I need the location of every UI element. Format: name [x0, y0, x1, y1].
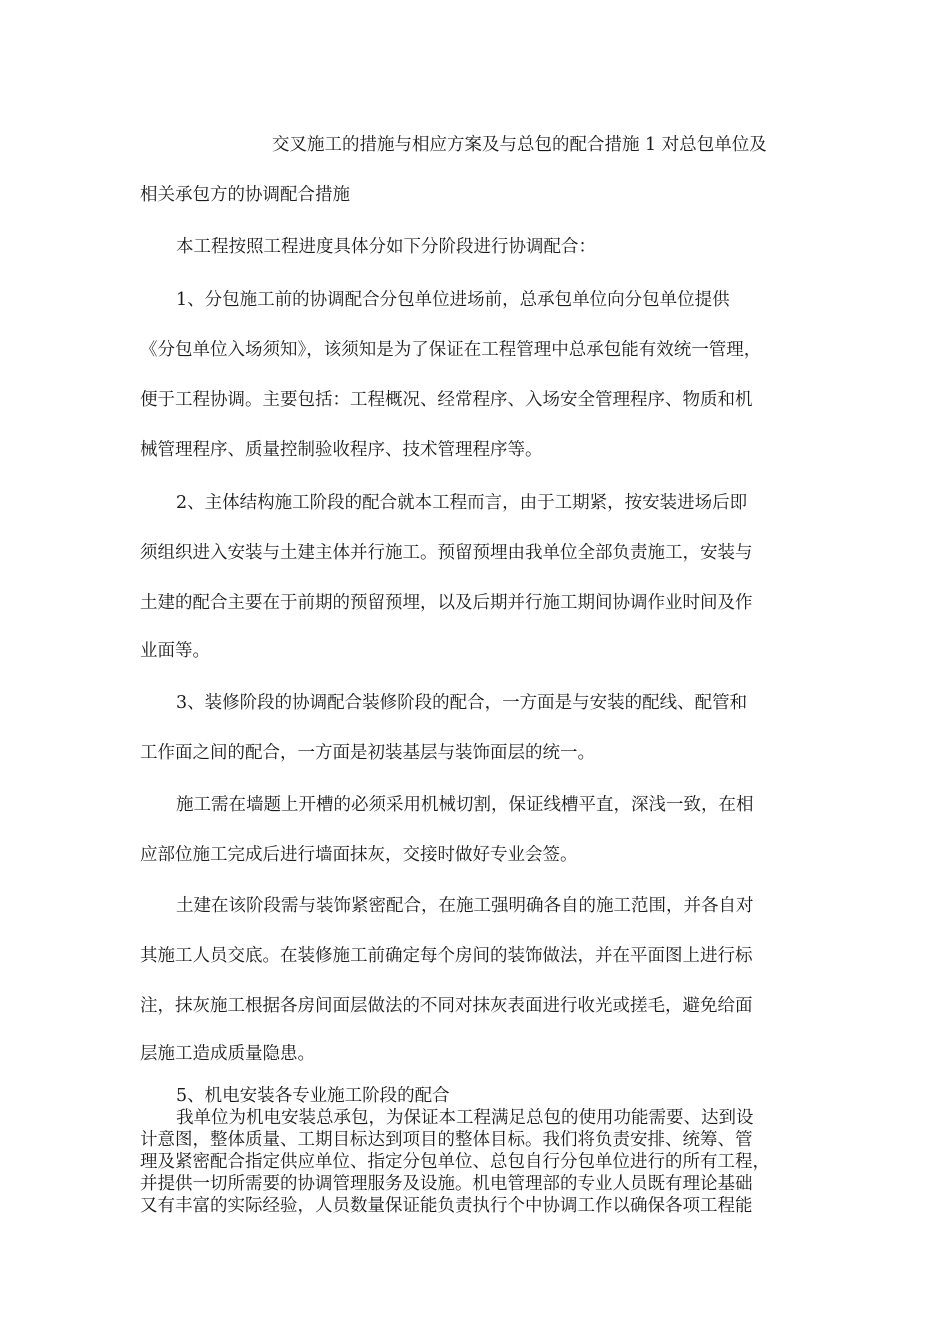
section-1-line-2: 《分包单位入场须知》，该须知是为了保证在工程管理中总承包能有效统一管理， — [140, 340, 762, 360]
section-3-line-2: 工作面之间的配合，一方面是初装基层与装饰面层的统一。 — [140, 743, 595, 763]
section-5-heading: 5、机电安装各专业施工阶段的配合 — [176, 1086, 450, 1106]
section-2-line-4: 业面等。 — [140, 641, 210, 661]
section-5-line-4: 并提供一切所需要的协调管理服务及设施。机电管理部的专业人员既有理论基础 — [140, 1174, 753, 1194]
section-2-line-1: 2、主体结构施工阶段的配合就本工程而言，由于工期紧，按安装进场后即 — [176, 493, 748, 513]
section-1-line-1: 1、分包施工前的协调配合分包单位进场前，总承包单位向分包单位提供 — [176, 290, 730, 310]
section-3-line-1: 3、装修阶段的协调配合装修阶段的配合，一方面是与安装的配线、配管和 — [176, 693, 748, 713]
section-5-body — [140, 1107, 830, 1217]
paragraph-4-line-2: 应部位施工完成后进行墙面抹灰，交接时做好专业会签。 — [140, 845, 578, 865]
section-5-line-1: 我单位为机电安装总承包，为保证本工程满足总包的使用功能需要、达到设 — [176, 1108, 754, 1128]
paragraph-5-line-4: 层施工造成质量隐患。 — [140, 1044, 315, 1064]
section-5-line-3: 理及紧密配合指定供应单位、指定分包单位、总包自行分包单位进行的所有工程， — [140, 1152, 770, 1172]
section-5-line-2: 计意图，整体质量、工期目标达到项目的整体目标。我们将负责安排、统筹、管 — [140, 1130, 753, 1150]
intro-paragraph: 本工程按照工程进度具体分如下分阶段进行协调配合： — [176, 237, 596, 257]
section-5-line-5: 又有丰富的实际经验，人员数量保证能负责执行个中协调工作以确保各项工程能 — [140, 1196, 753, 1216]
paragraph-5-line-2: 其施工人员交底。在装修施工前确定每个房间的装饰做法，并在平面图上进行标 — [140, 946, 753, 966]
section-1-line-4: 械管理程序、质量控制验收程序、技术管理程序等。 — [140, 440, 543, 460]
paragraph-5-line-3: 注，抹灰施工根据各房间面层做法的不同对抹灰表面进行收光或搓毛，避免给面 — [140, 996, 753, 1016]
section-2-line-3: 土建的配合主要在于前期的预留预埋，以及后期并行施工期间协调作业时间及作 — [140, 593, 753, 613]
section-1-line-3: 便于工程协调。主要包括：工程概况、经常程序、入场安全管理程序、物质和机 — [140, 390, 753, 410]
title-line-2: 相关承包方的协调配合措施 — [140, 185, 350, 205]
paragraph-4-line-1: 施工需在墙题上开槽的必须采用机械切割，保证线槽平直，深浅一致，在相 — [176, 795, 754, 815]
section-2-line-2: 须组织进入安装与土建主体并行施工。预留预埋由我单位全部负责施工，安装与 — [140, 543, 753, 563]
paragraph-5-line-1: 土建在该阶段需与装饰紧密配合，在施工强明确各自的施工范围，并各自对 — [176, 896, 754, 916]
title-line-1: 交叉施工的措施与相应方案及与总包的配合措施 1 对总包单位及 — [272, 135, 767, 155]
